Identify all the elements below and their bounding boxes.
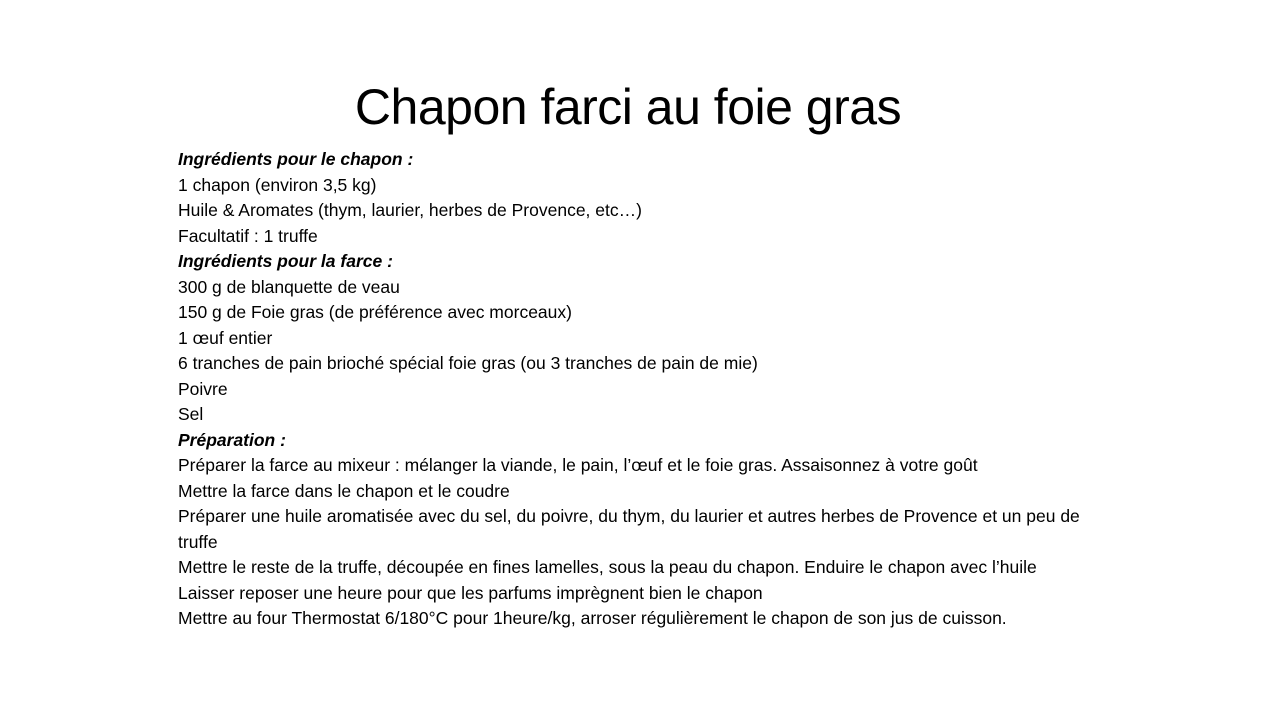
preparation-step: Laisser reposer une heure pour que les parfums imprègnent bien le chapon (178, 582, 763, 603)
ingredient-line: Facultatif : 1 truffe (178, 225, 318, 246)
slide-title: Chapon farci au foie gras (354, 79, 902, 135)
section-heading-farce: Ingrédients pour la farce : (178, 251, 393, 271)
preparation-step: Mettre au four Thermostat 6/180°C pour 1heure/kg, arroser régulièrement le chapon de son jus de cuisson. (178, 608, 1007, 628)
ingredient-line: 1 chapon (environ 3,5 kg) (178, 174, 377, 195)
recipe-body (178, 147, 1098, 632)
preparation-step: Mettre le reste de la truffe, découpée en fines lamelles, sous la peau du chapon. Enduire le chapon avec l’huile (178, 557, 1037, 577)
preparation-step: Préparer une huile aromatisée avec du sel, du poivre, du thym, du laurier et autres herbes de Provence et un peu de truffe (178, 506, 1080, 552)
section-heading-preparation: Préparation : (178, 429, 286, 450)
ingredient-line: 6 tranches de pain brioché spécial foie gras (ou 3 tranches de pain de mie) (178, 353, 758, 373)
ingredient-line: Sel (178, 404, 204, 424)
ingredient-line: Poivre (178, 378, 228, 399)
ingredient-line: Huile & Aromates (thym, laurier, herbes de Provence, etc…) (178, 200, 642, 220)
ingredient-line: 150 g de Foie gras (de préférence avec morceaux) (178, 302, 572, 322)
ingredient-line: 1 œuf entier (178, 327, 273, 348)
ingredient-line: 300 g de blanquette de veau (178, 276, 400, 297)
section-heading-chapon: Ingrédients pour le chapon : (178, 149, 414, 169)
preparation-step: Mettre la farce dans le chapon et le coudre (178, 480, 510, 501)
preparation-step: Préparer la farce au mixeur : mélanger la viande, le pain, l’œuf et le foie gras. Assaisonnez à votre goût (178, 455, 978, 475)
